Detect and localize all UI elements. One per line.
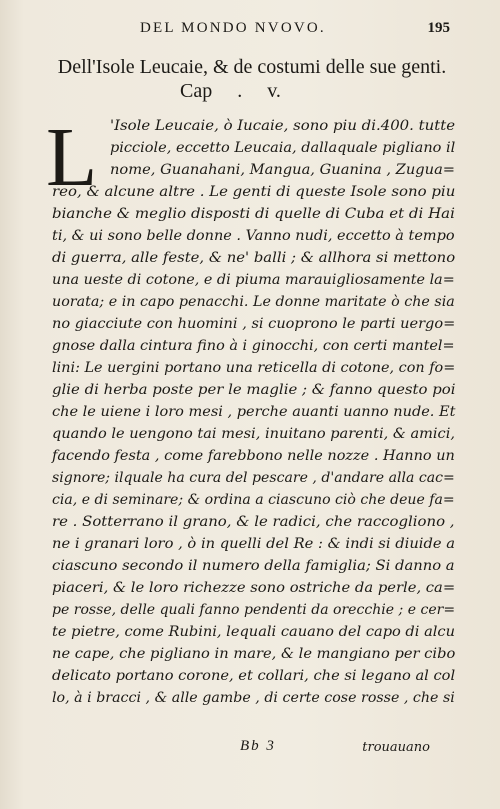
- text-line: signore; ilquale ha cura del pescare , d'andare alla cac=: [52, 470, 455, 486]
- text-line: pe rosse, delle quali fanno pendenti da orecchie ; e cer=: [52, 602, 456, 618]
- text-line: ne cape, che pigliano in mare, & le mangiano per cibo: [52, 646, 456, 662]
- text-line: no giacciute con huomini , si cuoprono le parti uergo=: [52, 316, 456, 332]
- drop-cap-initial: L: [46, 111, 98, 204]
- text-line: ti, & ui sono belle donne . Vanno nudi, eccetto à tempo: [52, 228, 455, 244]
- text-line: cia, e di seminare; & ordina a ciascuno ciò che deue fa=: [52, 492, 455, 508]
- text-line: ciascuno secondo il numero della famiglia; Si danno a: [52, 558, 455, 574]
- text-line: ne i granari loro , ò in quelli del Re : & indi si diuide a: [52, 536, 456, 552]
- text-line: nome, Guanahani, Mangua, Guanina , Zugua=: [110, 162, 456, 178]
- text-line: quando le uengono tai mesi, inuitano parenti, & amici,: [52, 426, 455, 442]
- chapter-number: Cap . v.: [180, 80, 281, 102]
- text-line: che le uiene i loro mesi , perche auanti uanno nude. Et: [52, 404, 456, 420]
- text-line: uorata; e in capo penacchi. Le donne maritate ò che sia: [52, 294, 455, 310]
- text-line: picciole, eccetto Leucaia, dallaquale pigliano il: [110, 140, 456, 156]
- text-line: 'Isole Leucaie, ò Iucaie, sono piu di.400. tutte: [110, 118, 456, 134]
- running-head: DEL MONDO NVOVO.: [140, 20, 326, 36]
- text-line: bianche & meglio disposti di quelle di Cuba et di Hai: [52, 206, 455, 222]
- signature-mark: Bb 3: [240, 738, 276, 754]
- text-line: di guerra, alle feste, & ne' balli ; & allhora si mettono: [52, 250, 456, 266]
- page-number: 195: [427, 20, 450, 36]
- text-line: piaceri, & le loro richezze sono ostriche da perle, ca=: [52, 580, 456, 596]
- text-line: glie di herba poste per le maglie ; & fanno questo poi: [52, 382, 456, 398]
- catchword: trouauano: [362, 740, 430, 755]
- text-line: reo, & alcune altre . Le genti di queste Isole sono piu: [52, 184, 456, 200]
- text-line: lini: Le uergini portano una reticella di cotone, con fo=: [52, 360, 456, 376]
- body-text: [0, 111, 500, 755]
- text-line: re . Sotterrano il grano, & le radici, che raccogliono ,: [52, 514, 455, 530]
- text-line: te pietre, come Rubini, lequali cauano del capo di alcu: [52, 624, 455, 640]
- text-line: facendo festa , come farebbono nelle nozze . Hanno un: [52, 448, 455, 464]
- text-line: lo, à i bracci , & alle gambe , di certe cose rosse , che si: [52, 690, 455, 706]
- page-footer: [230, 738, 430, 760]
- text-line: una ueste di cotone, e di piuma marauigliosamente la=: [52, 272, 455, 288]
- chapter-title: Dell'Isole Leucaie, & de costumi delle sue genti.: [57, 56, 447, 78]
- text-line: gnose dalla cintura fino à i ginocchi, con certi mantel=: [52, 338, 455, 354]
- page-header: [140, 20, 450, 42]
- text-line: delicato portano corone, et collari, che si legano al col: [52, 668, 456, 684]
